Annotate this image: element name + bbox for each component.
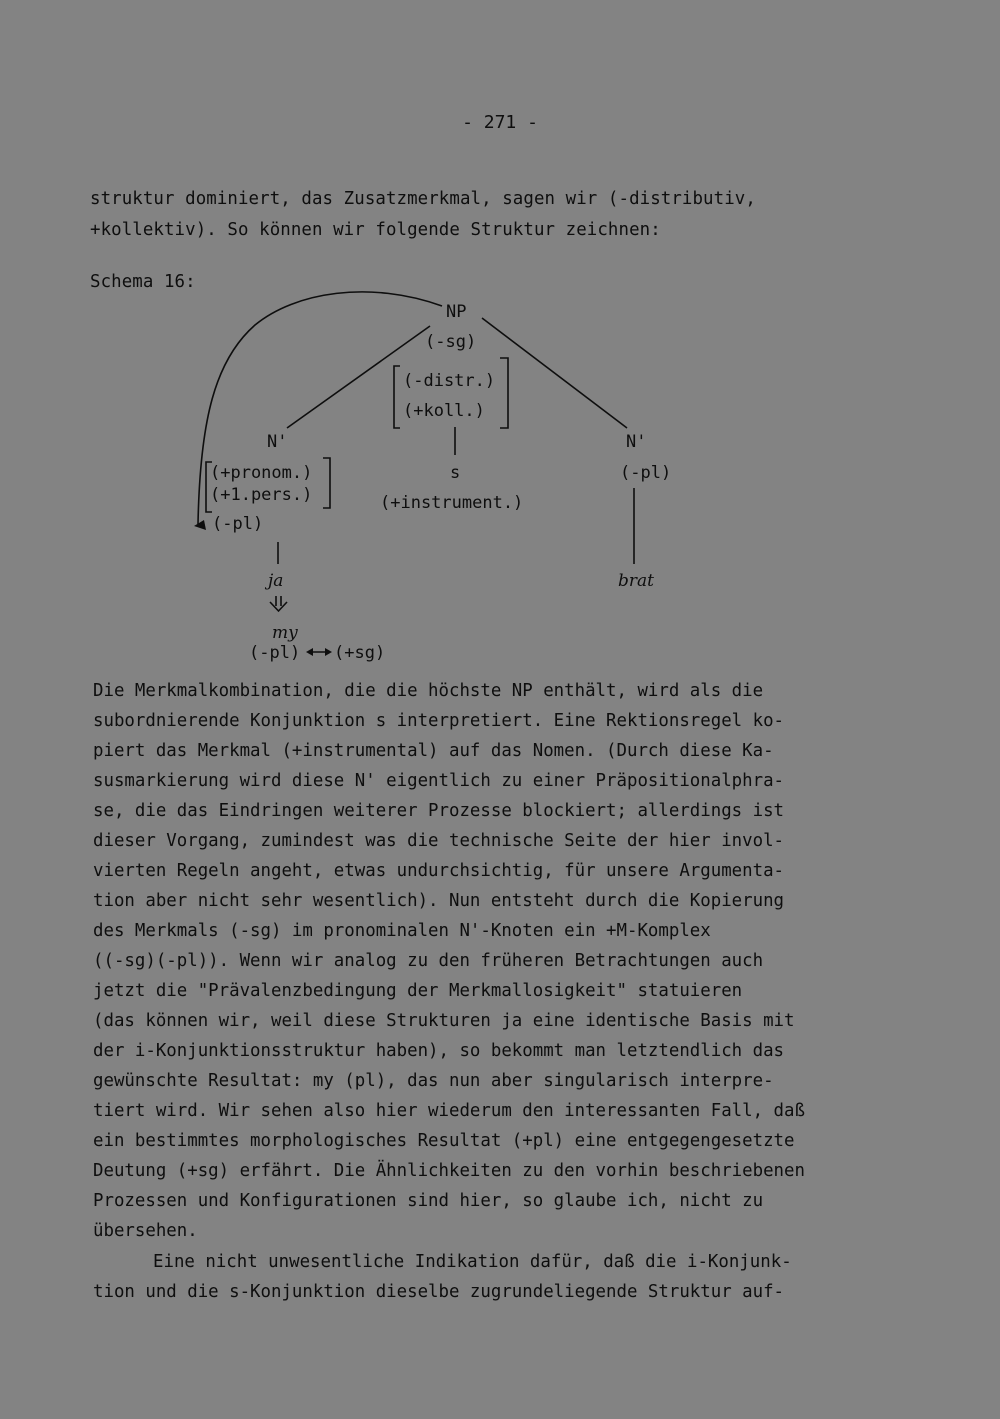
two-headed-arrow-right-head bbox=[325, 648, 332, 656]
body-line: übersehen. bbox=[93, 1221, 198, 1241]
double-arrow-down bbox=[270, 596, 287, 611]
body-line: gewünschte Resultat: my (pl), das nun aber singularisch interpre- bbox=[93, 1071, 774, 1091]
body-line: subordnierende Konjunktion s interpretiert. Eine Rektionsregel ko- bbox=[93, 711, 785, 731]
page-number: - 271 - bbox=[462, 112, 538, 133]
body-line: der i-Konjunktionsstruktur haben), so bekommt man letztendlich das bbox=[93, 1041, 785, 1061]
node-np: NP bbox=[446, 302, 467, 322]
bracket-pronom-right bbox=[323, 458, 330, 508]
feature-instrument: (+instrument.) bbox=[380, 493, 524, 513]
body-line: Die Merkmalkombination, die die höchste NP enthält, wird als die bbox=[93, 681, 764, 701]
body-line: Deutung (+sg) erfährt. Die Ähnlichkeiten zu den vorhin beschriebenen bbox=[93, 1161, 805, 1181]
tree-diagram bbox=[0, 0, 1000, 680]
node-np-feature: (-sg) bbox=[425, 332, 477, 352]
feature-left-pl: (-pl) bbox=[212, 514, 264, 534]
arrow-head-left bbox=[194, 520, 206, 530]
body-line: se, die das Eindringen weiterer Prozesse blockiert; allerdings ist bbox=[93, 801, 785, 821]
body-line: susmarkierung wird diese N' eigentlich zu einer Präpositionalphra- bbox=[93, 771, 785, 791]
body-line: jetzt die "Prävalenzbedingung der Merkmallosigkeit" statuieren bbox=[93, 981, 743, 1001]
body-line: (das können wir, weil diese Strukturen ja eine identische Basis mit bbox=[93, 1011, 795, 1031]
body-line: dieser Vorgang, zumindest was die technische Seite der hier invol- bbox=[93, 831, 785, 851]
word-ja: ja bbox=[268, 571, 284, 591]
two-headed-arrow-left-head bbox=[306, 648, 313, 656]
bracket-distr-right bbox=[500, 358, 508, 428]
feature-pronom: (+pronom.) bbox=[210, 463, 313, 483]
feature-koll: (+koll.) bbox=[403, 401, 485, 421]
feature-distr: (-distr.) bbox=[403, 371, 496, 391]
body-line: piert das Merkmal (+instrumental) auf das Nomen. (Durch diese Ka- bbox=[93, 741, 774, 761]
body-line: ((-sg)(-pl)). Wenn wir analog zu den früheren Betrachtungen auch bbox=[93, 951, 764, 971]
body-line: tion und die s-Konjunktion dieselbe zugrundeliegende Struktur auf- bbox=[93, 1282, 785, 1302]
intro-line-2: +kollektiv). So können wir folgende Struktur zeichnen: bbox=[90, 220, 661, 240]
node-n-left: N' bbox=[267, 432, 288, 452]
body-line: Eine nicht unwesentliche Indikation dafür, daß die i-Konjunk- bbox=[153, 1252, 792, 1272]
body-line: Prozessen und Konfigurationen sind hier, so glaube ich, nicht zu bbox=[93, 1191, 764, 1211]
body-line: ein bestimmtes morphologisches Resultat (+pl) eine entgegengesetzte bbox=[93, 1131, 795, 1151]
node-n-right: N' bbox=[626, 432, 647, 452]
word-brat: brat bbox=[618, 571, 654, 591]
schema-label: Schema 16: bbox=[90, 272, 196, 292]
word-my: my bbox=[272, 623, 298, 643]
branch-np-right bbox=[482, 318, 627, 428]
feature-pl-bottom: (-pl) bbox=[249, 643, 301, 663]
body-line: tion aber nicht sehr wesentlich). Nun entsteht durch die Kopierung bbox=[93, 891, 785, 911]
body-line: tiert wird. Wir sehen also hier wiederum den interessanten Fall, daß bbox=[93, 1101, 805, 1121]
node-s: s bbox=[450, 463, 461, 483]
feature-sg-bottom: (+sg) bbox=[334, 643, 386, 663]
bracket-distr-left bbox=[394, 366, 400, 428]
intro-line-1: struktur dominiert, das Zusatzmerkmal, sagen wir (-distributiv, bbox=[90, 189, 756, 209]
feature-pers: (+1.pers.) bbox=[210, 485, 313, 505]
body-line: vierten Regeln angeht, etwas undurchsichtig, für unsere Argumenta- bbox=[93, 861, 785, 881]
body-line: des Merkmals (-sg) im pronominalen N'-Knoten ein +M-Komplex bbox=[93, 921, 711, 941]
feature-right-pl: (-pl) bbox=[620, 463, 672, 483]
